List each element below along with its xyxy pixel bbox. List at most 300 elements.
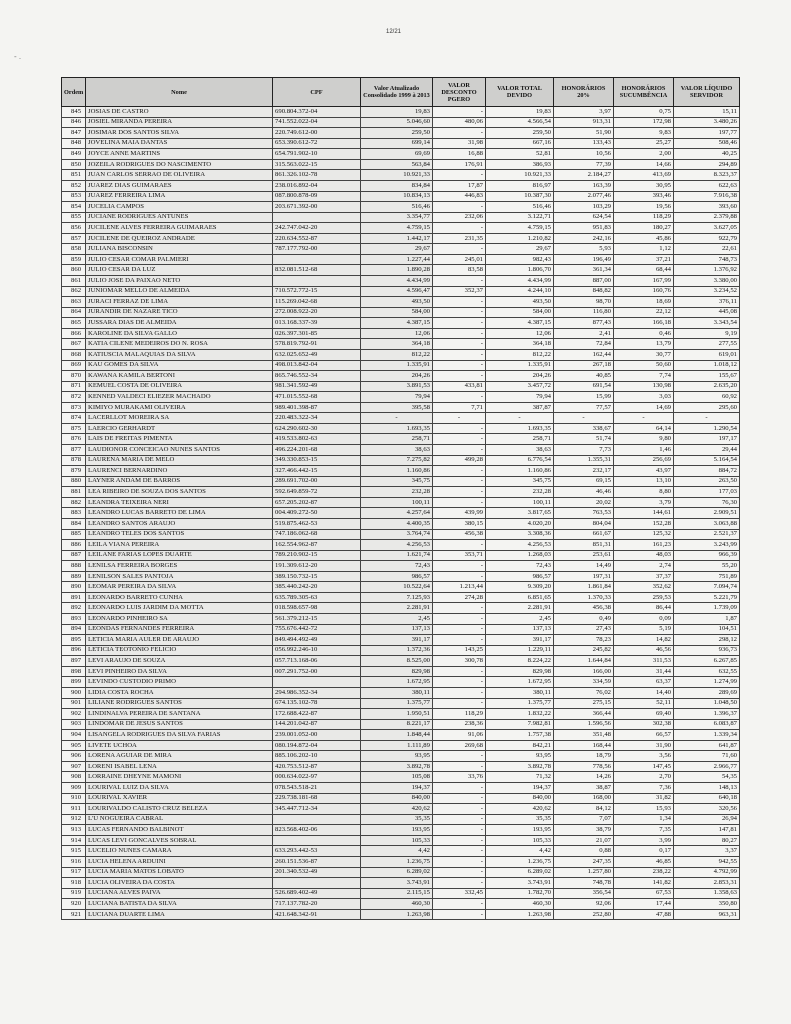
table-row	[62, 909, 740, 920]
cell-nome: LEOMAR PEREIRA DA SILVA	[86, 582, 273, 593]
table-row	[62, 149, 740, 160]
cell-honorarios: 51,90	[554, 128, 614, 139]
cell-valor-atualizado: 3.891,53	[361, 381, 433, 392]
cell-honorarios: 2,41	[554, 328, 614, 339]
cell-valor-liquido: 1.396,37	[674, 709, 740, 720]
cell-ordem: 904	[62, 730, 86, 741]
cell-ordem: 866	[62, 328, 86, 339]
table-row	[62, 170, 740, 181]
cell-valor-atualizado: 29,67	[361, 244, 433, 255]
cell-honorarios-sucumbencia: 1,46	[614, 445, 674, 456]
table-row	[62, 223, 740, 234]
cell-valor-desconto: -	[433, 434, 486, 445]
cell-valor-desconto: 499,28	[433, 455, 486, 466]
cell-honorarios-sucumbencia: 47,88	[614, 909, 674, 920]
cell-cpf	[273, 835, 361, 846]
cell-honorarios: 69,15	[554, 476, 614, 487]
table-row	[62, 117, 740, 128]
cell-valor-atualizado: -	[361, 413, 433, 424]
table-row	[62, 856, 740, 867]
cell-valor-desconto: -	[433, 603, 486, 614]
cell-nome: LOURIVAL LUIZ DA SILVA	[86, 783, 273, 794]
table-row	[62, 835, 740, 846]
cell-honorarios-sucumbencia: 48,03	[614, 550, 674, 561]
cell-cpf: 578.819.792-91	[273, 339, 361, 350]
cell-cpf: 861.326.102-78	[273, 170, 361, 181]
table-row	[62, 709, 740, 720]
cell-honorarios: 351,48	[554, 730, 614, 741]
cell-valor-liquido: 748,73	[674, 254, 740, 265]
cell-honorarios-sucumbencia: 3,79	[614, 497, 674, 508]
cell-honorarios-sucumbencia: 46,56	[614, 645, 674, 656]
cell-valor-liquido: 2.966,77	[674, 761, 740, 772]
cell-valor-atualizado: 4.400,35	[361, 518, 433, 529]
cell-nome: JURACI FERRAZ DE LIMA	[86, 297, 273, 308]
table-row	[62, 307, 740, 318]
cell-honorarios-sucumbencia: 172,98	[614, 117, 674, 128]
cell-valor-liquido: -	[674, 413, 740, 424]
cell-valor-liquido: 2.635,20	[674, 381, 740, 392]
cell-honorarios: 245,82	[554, 645, 614, 656]
cell-honorarios: 133,43	[554, 138, 614, 149]
cell-honorarios-sucumbencia: 7,36	[614, 783, 674, 794]
cell-valor-desconto: 1.213,44	[433, 582, 486, 593]
cell-cpf: 078.543.518-21	[273, 783, 361, 794]
cell-honorarios: 168,44	[554, 740, 614, 751]
cell-cpf: 787.177.792-00	[273, 244, 361, 255]
cell-ordem: 885	[62, 529, 86, 540]
cell-honorarios-sucumbencia: 141,82	[614, 878, 674, 889]
cell-honorarios: 252,80	[554, 909, 614, 920]
cell-honorarios: 40,85	[554, 371, 614, 382]
cell-valor-total: 1.782,70	[486, 888, 554, 899]
cell-valor-total: 2.281,91	[486, 603, 554, 614]
cell-ordem: 876	[62, 434, 86, 445]
cell-valor-atualizado: 93,95	[361, 751, 433, 762]
cell-cpf: 496.224.201-68	[273, 445, 361, 456]
cell-honorarios: 196,49	[554, 254, 614, 265]
cell-nome: LEILANE FARIAS LOPES DUARTE	[86, 550, 273, 561]
cell-valor-atualizado: 1.372,36	[361, 645, 433, 656]
cell-valor-liquido: 6.083,87	[674, 719, 740, 730]
cell-nome: LEONARDO LUIS JARDIM DA MOTTA	[86, 603, 273, 614]
cell-valor-desconto: -	[433, 128, 486, 139]
cell-honorarios-sucumbencia: 3,03	[614, 392, 674, 403]
cell-cpf: 260.151.536-87	[273, 856, 361, 867]
cell-nome: LACERLLOT MOREIRA SA	[86, 413, 273, 424]
cell-valor-atualizado: 4.596,47	[361, 286, 433, 297]
cell-valor-desconto: -	[433, 867, 486, 878]
cell-valor-liquido: 622,63	[674, 180, 740, 191]
cell-valor-liquido: 3.480,26	[674, 117, 740, 128]
cell-valor-desconto: -	[433, 878, 486, 889]
cell-valor-desconto: 269,68	[433, 740, 486, 751]
cell-cpf: 823.568.402-06	[273, 825, 361, 836]
cell-cpf	[273, 677, 361, 688]
table-row	[62, 202, 740, 213]
cell-valor-total: 4,42	[486, 846, 554, 857]
cell-nome: LORENA AGUIAR DE MIRA	[86, 751, 273, 762]
cell-honorarios-sucumbencia: 68,44	[614, 265, 674, 276]
cell-valor-total: 1.672,95	[486, 677, 554, 688]
cell-valor-liquido: 76,30	[674, 497, 740, 508]
cell-valor-atualizado: 4.434,99	[361, 276, 433, 287]
header-valor-desconto: VALOR DESCONTO PGERO	[433, 78, 486, 107]
cell-valor-desconto: -	[433, 540, 486, 551]
cell-valor-atualizado: 584,00	[361, 307, 433, 318]
cell-valor-total: 387,87	[486, 402, 554, 413]
cell-valor-liquido: 1.048,50	[674, 698, 740, 709]
cell-valor-total: 12,06	[486, 328, 554, 339]
cell-honorarios: 0,49	[554, 614, 614, 625]
cell-honorarios: 0,88	[554, 846, 614, 857]
cell-valor-desconto: -	[433, 107, 486, 118]
cell-cpf: 981.341.592-49	[273, 381, 361, 392]
cell-valor-total: 3.122,71	[486, 212, 554, 223]
cell-valor-liquido: 2.521,37	[674, 529, 740, 540]
cell-valor-atualizado: 8.221,17	[361, 719, 433, 730]
cell-nome: KATIUSCIA MALAQUIAS DA SILVA	[86, 349, 273, 360]
cell-valor-atualizado: 829,98	[361, 666, 433, 677]
cell-honorarios: 232,17	[554, 466, 614, 477]
cell-valor-total: 460,30	[486, 899, 554, 910]
cell-valor-atualizado: 2,45	[361, 614, 433, 625]
cell-honorarios-sucumbencia: 25,27	[614, 138, 674, 149]
table-row	[62, 128, 740, 139]
cell-valor-desconto: -	[433, 244, 486, 255]
table-row	[62, 783, 740, 794]
cell-valor-atualizado: 420,62	[361, 804, 433, 815]
cell-valor-atualizado: 1.672,95	[361, 677, 433, 688]
cell-honorarios: 10,56	[554, 149, 614, 160]
cell-honorarios: 1.644,84	[554, 656, 614, 667]
cell-cpf: 144.201.042-87	[273, 719, 361, 730]
cell-valor-desconto: 17,87	[433, 180, 486, 191]
cell-valor-liquido: 5.164,54	[674, 455, 740, 466]
cell-honorarios-sucumbencia: 14,66	[614, 159, 674, 170]
cell-nome: KAWANA KAMILA BERTONI	[86, 371, 273, 382]
cell-valor-liquido: 3.234,52	[674, 286, 740, 297]
cell-honorarios-sucumbencia: 31,90	[614, 740, 674, 751]
table-row	[62, 392, 740, 403]
cell-cpf	[273, 814, 361, 825]
cell-valor-total: 79,94	[486, 392, 554, 403]
cell-valor-total: 986,57	[486, 571, 554, 582]
cell-valor-desconto: 7,71	[433, 402, 486, 413]
cell-nome: LEILA VIANA PEREIRA	[86, 540, 273, 551]
cell-valor-desconto: 332,45	[433, 888, 486, 899]
cell-valor-total: 829,98	[486, 666, 554, 677]
cell-cpf: 885.106.202-10	[273, 751, 361, 762]
cell-honorarios-sucumbencia: 1,12	[614, 244, 674, 255]
cell-valor-desconto: 232,06	[433, 212, 486, 223]
cell-valor-atualizado: 105,08	[361, 772, 433, 783]
cell-honorarios: 20,02	[554, 497, 614, 508]
cell-cpf: 013.168.337-39	[273, 318, 361, 329]
cell-honorarios: 77,57	[554, 402, 614, 413]
table-row	[62, 318, 740, 329]
cell-cpf: 389.150.732-15	[273, 571, 361, 582]
cell-valor-liquido: 55,20	[674, 561, 740, 572]
table-row	[62, 624, 740, 635]
cell-valor-desconto: -	[433, 223, 486, 234]
cell-ordem: 895	[62, 635, 86, 646]
table-row	[62, 719, 740, 730]
cell-valor-total: 259,50	[486, 128, 554, 139]
cell-valor-total: 193,95	[486, 825, 554, 836]
cell-valor-liquido: 277,55	[674, 339, 740, 350]
page-number: 12/21	[386, 29, 402, 35]
cell-cpf: 633.293.442-53	[273, 846, 361, 857]
table-row	[62, 476, 740, 487]
cell-valor-atualizado: 3.764,74	[361, 529, 433, 540]
cell-valor-total: 1.236,75	[486, 856, 554, 867]
cell-valor-desconto: -	[433, 804, 486, 815]
cell-valor-atualizado: 380,11	[361, 687, 433, 698]
table-row	[62, 445, 740, 456]
cell-ordem: 906	[62, 751, 86, 762]
cell-cpf: 056.992.246-10	[273, 645, 361, 656]
cell-honorarios: 356,54	[554, 888, 614, 899]
table-row	[62, 740, 740, 751]
cell-valor-total: 816,97	[486, 180, 554, 191]
cell-ordem: 900	[62, 687, 86, 698]
cell-nome: LAURENA MARIA DE MELO	[86, 455, 273, 466]
cell-nome: JULIO CESAR DA LUZ	[86, 265, 273, 276]
cell-ordem: 845	[62, 107, 86, 118]
cell-valor-desconto: -	[433, 635, 486, 646]
cell-valor-desconto: 245,01	[433, 254, 486, 265]
cell-valor-total: 29,67	[486, 244, 554, 255]
cell-valor-total: 10.921,33	[486, 170, 554, 181]
cell-honorarios-sucumbencia: -	[614, 413, 674, 424]
cell-valor-liquido: 15,11	[674, 107, 740, 118]
cell-valor-desconto: -	[433, 856, 486, 867]
table-row	[62, 434, 740, 445]
cell-ordem: 852	[62, 180, 86, 191]
table-row	[62, 582, 740, 593]
table-row	[62, 244, 740, 255]
cell-cpf: 849.494.492-49	[273, 635, 361, 646]
cell-honorarios-sucumbencia: 311,53	[614, 656, 674, 667]
cell-cpf: 526.689.402-49	[273, 888, 361, 899]
cell-valor-liquido: 8.323,37	[674, 170, 740, 181]
cell-cpf: 717.137.782-20	[273, 899, 361, 910]
cell-valor-atualizado: 1.160,86	[361, 466, 433, 477]
cell-honorarios-sucumbencia: 3,99	[614, 835, 674, 846]
cell-valor-total: -	[486, 413, 554, 424]
cell-nome: LEANDRA TEIXEIRA NERI	[86, 497, 273, 508]
cell-valor-total: 584,00	[486, 307, 554, 318]
cell-valor-atualizado: 137,13	[361, 624, 433, 635]
cell-valor-liquido: 177,03	[674, 487, 740, 498]
cell-valor-liquido: 632,55	[674, 666, 740, 677]
cell-honorarios: 334,59	[554, 677, 614, 688]
table-row	[62, 645, 740, 656]
cell-honorarios: 38,79	[554, 825, 614, 836]
cell-honorarios: 72,84	[554, 339, 614, 350]
cell-cpf: 690.804.372-04	[273, 107, 361, 118]
table-row	[62, 455, 740, 466]
cell-ordem: 911	[62, 804, 86, 815]
cell-valor-atualizado: 1.335,91	[361, 360, 433, 371]
cell-nome: JOVELINA MAIA DANTAS	[86, 138, 273, 149]
cell-cpf: 162.554.962-87	[273, 540, 361, 551]
cell-valor-atualizado: 105,33	[361, 835, 433, 846]
cell-valor-total: 812,22	[486, 349, 554, 360]
cell-honorarios: 951,83	[554, 223, 614, 234]
cell-valor-total: 1.229,11	[486, 645, 554, 656]
cell-honorarios-sucumbencia: 45,86	[614, 233, 674, 244]
cell-honorarios-sucumbencia: 7,35	[614, 825, 674, 836]
cell-valor-desconto: -	[433, 899, 486, 910]
cell-ordem: 898	[62, 666, 86, 677]
cell-ordem: 905	[62, 740, 86, 751]
cell-ordem: 871	[62, 381, 86, 392]
cell-valor-atualizado: 3.354,77	[361, 212, 433, 223]
cell-cpf: 755.676.442-72	[273, 624, 361, 635]
cell-honorarios: 275,15	[554, 698, 614, 709]
cell-nome: KAROLINE DA SILVA GALLO	[86, 328, 273, 339]
cell-valor-atualizado: 10.522,64	[361, 582, 433, 593]
cell-valor-atualizado: 812,22	[361, 349, 433, 360]
cell-valor-atualizado: 4.759,15	[361, 223, 433, 234]
table-row	[62, 180, 740, 191]
cell-valor-desconto: -	[433, 677, 486, 688]
table-row	[62, 423, 740, 434]
cell-honorarios: 2.077,46	[554, 191, 614, 202]
cell-valor-atualizado: 35,35	[361, 814, 433, 825]
cell-valor-total: 1.757,38	[486, 730, 554, 741]
table-row	[62, 888, 740, 899]
cell-valor-liquido: 922,79	[674, 233, 740, 244]
cell-nome: JUCILENE ALVES FERREIRA GUIMARAES	[86, 223, 273, 234]
cell-valor-desconto: -	[433, 751, 486, 762]
cell-valor-liquido: 640,18	[674, 793, 740, 804]
table-row	[62, 867, 740, 878]
cell-valor-total: 4.256,53	[486, 540, 554, 551]
cell-ordem: 854	[62, 202, 86, 213]
cell-valor-atualizado: 1.890,28	[361, 265, 433, 276]
cell-valor-liquido: 1.274,99	[674, 677, 740, 688]
cell-nome: LORENI ISABEL LENA	[86, 761, 273, 772]
cell-valor-total: 105,33	[486, 835, 554, 846]
cell-valor-liquido: 155,67	[674, 371, 740, 382]
cell-cpf: 498.013.842-04	[273, 360, 361, 371]
cell-valor-total: 35,35	[486, 814, 554, 825]
cell-honorarios-sucumbencia: 2,70	[614, 772, 674, 783]
table-row	[62, 761, 740, 772]
cell-valor-total: 493,50	[486, 297, 554, 308]
cell-nome: KENNED VALDECI ELIEZER MACHADO	[86, 392, 273, 403]
cell-valor-desconto: -	[433, 698, 486, 709]
cell-honorarios-sucumbencia: 30,95	[614, 180, 674, 191]
cell-honorarios-sucumbencia: 19,56	[614, 202, 674, 213]
cell-nome: LEANDRO LUCAS BARRETO DE LIMA	[86, 508, 273, 519]
table-row	[62, 518, 740, 529]
cell-valor-total: 4.566,54	[486, 117, 554, 128]
cell-valor-total: 3.743,91	[486, 878, 554, 889]
cell-nome: LINDINALVA PEREIRA DE SANTANA	[86, 709, 273, 720]
cell-honorarios-sucumbencia: 37,21	[614, 254, 674, 265]
cell-valor-desconto: 238,36	[433, 719, 486, 730]
cell-valor-desconto: 118,29	[433, 709, 486, 720]
cell-valor-total: 1.806,70	[486, 265, 554, 276]
cell-valor-atualizado: 8.525,00	[361, 656, 433, 667]
cell-valor-liquido: 619,01	[674, 349, 740, 360]
table-body	[62, 107, 740, 920]
cell-ordem: 860	[62, 265, 86, 276]
cell-cpf: 004.409.272-50	[273, 508, 361, 519]
cell-valor-desconto: -	[433, 328, 486, 339]
cell-ordem: 872	[62, 392, 86, 403]
cell-valor-atualizado: 1.236,75	[361, 856, 433, 867]
cell-valor-desconto: 16,88	[433, 149, 486, 160]
cell-valor-total: 93,95	[486, 751, 554, 762]
table-row	[62, 276, 740, 287]
cell-ordem: 859	[62, 254, 86, 265]
cell-valor-total: 1.693,35	[486, 423, 554, 434]
cell-valor-total: 1.375,77	[486, 698, 554, 709]
cell-ordem: 878	[62, 455, 86, 466]
cell-honorarios: 748,78	[554, 878, 614, 889]
cell-valor-total: 8.224,22	[486, 656, 554, 667]
cell-valor-desconto: 380,15	[433, 518, 486, 529]
cell-valor-desconto: -	[433, 497, 486, 508]
cell-nome: JULIO CESAR COMAR PALMIERI	[86, 254, 273, 265]
cell-ordem: 913	[62, 825, 86, 836]
cell-ordem: 899	[62, 677, 86, 688]
cell-honorarios: 624,54	[554, 212, 614, 223]
cell-valor-desconto: 91,06	[433, 730, 486, 741]
cell-nome: LEVI ARAUJO DE SOUZA	[86, 656, 273, 667]
cell-ordem: 870	[62, 371, 86, 382]
cell-honorarios: 247,35	[554, 856, 614, 867]
header-cpf: CPF	[273, 78, 361, 107]
cell-honorarios: 76,02	[554, 687, 614, 698]
cell-valor-total: 420,62	[486, 804, 554, 815]
cell-nome: KATIA CILENE MEDEIROS DO N. ROSA	[86, 339, 273, 350]
cell-valor-total: 4.434,99	[486, 276, 554, 287]
cell-honorarios: 1.861,84	[554, 582, 614, 593]
cell-nome: LUCAS FERNANDO BALBINOT	[86, 825, 273, 836]
cell-cpf: 989.401.398-87	[273, 402, 361, 413]
table-row	[62, 233, 740, 244]
cell-honorarios-sucumbencia: 7,74	[614, 371, 674, 382]
cell-nome: LILIANE RODRIGUES SANTOS	[86, 698, 273, 709]
cell-cpf: 747.186.062-68	[273, 529, 361, 540]
cell-valor-atualizado: 4.256,53	[361, 540, 433, 551]
table-row	[62, 349, 740, 360]
cell-valor-liquido: 445,08	[674, 307, 740, 318]
cell-valor-liquido: 7.916,38	[674, 191, 740, 202]
table-row	[62, 254, 740, 265]
cell-valor-total: 38,63	[486, 445, 554, 456]
cell-honorarios-sucumbencia: 30,77	[614, 349, 674, 360]
cell-valor-desconto: -	[433, 276, 486, 287]
cell-cpf: 561.379.212-15	[273, 614, 361, 625]
table-row	[62, 508, 740, 519]
cell-honorarios: 456,38	[554, 603, 614, 614]
cell-valor-total: 1.160,86	[486, 466, 554, 477]
cell-valor-total: 345,75	[486, 476, 554, 487]
cell-valor-liquido: 350,80	[674, 899, 740, 910]
cell-valor-desconto: -	[433, 466, 486, 477]
cell-cpf: 741.552.022-04	[273, 117, 361, 128]
cell-valor-liquido: 298,12	[674, 635, 740, 646]
cell-honorarios-sucumbencia: 46,85	[614, 856, 674, 867]
cell-honorarios: 103,29	[554, 202, 614, 213]
